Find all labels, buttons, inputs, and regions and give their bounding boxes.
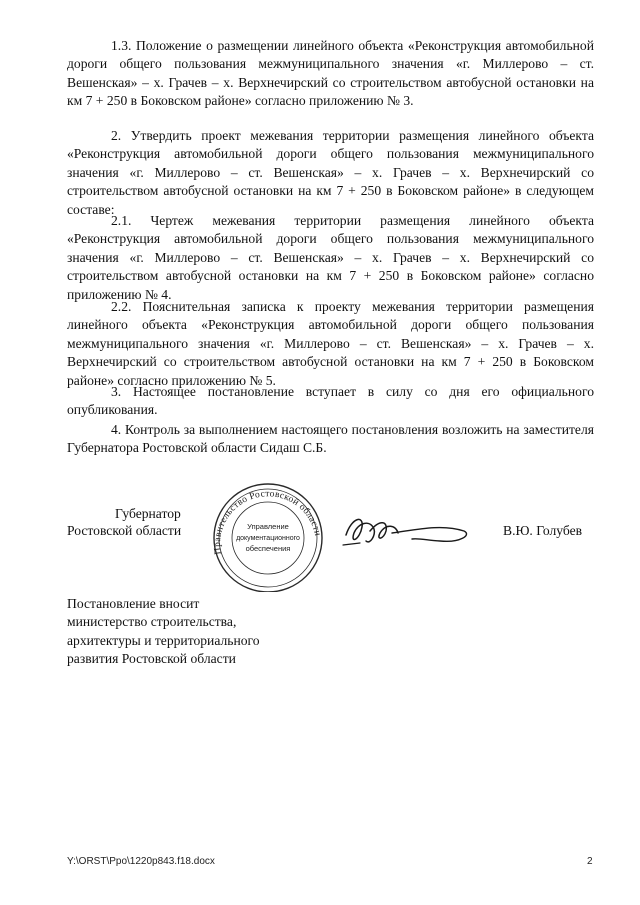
- signatory-title-line2: Ростовской области: [67, 523, 182, 538]
- paragraph-3: 3. Настоящее постановление вступает в силу со дня его официального опубликования.: [67, 384, 594, 418]
- paragraph-1-3: 1.3. Положение о размещении линейного объекта «Реконструкция автомобильной дороги общего пользования межмуниципального значения «г. Миллерово – ст. Вешенская» – х. Грачев – х. Верхнечирский со строительством автобусной остановки на км 7 + 250 в Боковском районе» согласно приложению № 3.: [67, 38, 594, 109]
- footer-page-number: 2: [587, 856, 593, 867]
- handwritten-signature: [340, 505, 475, 555]
- seal-center-line3: обеспечения: [245, 544, 291, 553]
- note-line1: Постановление вносит: [67, 596, 200, 611]
- submitter-note: [67, 595, 327, 669]
- paragraph-2-1: 2.1. Чертеж межевания территории размещения линейного объекта «Реконструкция автомобильной дороги общего пользования межмуниципального значения «г. Миллерово – ст. Вешенская» – х. Грачев – х. Верхнечирский со строительством автобусной остановки на км 7 + 250 в Боковском районе» согласно приложению № 4.: [67, 213, 594, 302]
- paragraph-2-2: 2.2. Пояснительная записка к проекту межевания территории размещения линейного объекта «Реконструкция автомобильной дороги общего пользования межмуниципального значения «г. Миллерово – ст. Вешенская» – х. Грачев – х. Верхнечирский со строительством автобусной остановки на км 7 + 250 в Боковском районе» согласно приложению № 5.: [67, 299, 594, 388]
- official-seal-stamp: [203, 480, 333, 592]
- paragraph-2: 2. Утвердить проект межевания территории размещения линейного объекта «Реконструкция автомобильной дороги общего пользования межмуниципального значения «г. Миллерово – ст. Вешенская» – х. Грачев – х. Верхнечирский со строительством автобусной остановки на км 7 + 250 в Боковском районе» в следующем составе:: [67, 128, 594, 217]
- signatory-title-line1: Губернатор: [115, 506, 181, 521]
- note-line2: министерство строительства,: [67, 614, 237, 630]
- footer-file-path: Y:\ORST\Ppo\1220p843.f18.docx: [67, 856, 215, 867]
- paragraph-4: 4. Контроль за выполнением настоящего постановления возложить на заместителя Губернатора Ростовской области Сидаш С.Б.: [67, 422, 594, 456]
- note-line4: развития Ростовской области: [67, 651, 236, 667]
- signatory-name: В.Ю. Голубев: [503, 523, 583, 538]
- seal-center-line2: документационного: [236, 535, 300, 542]
- note-line3: архитектуры и территориального: [67, 632, 260, 648]
- seal-ring-text: Правительство Ростовской области: [212, 489, 323, 556]
- seal-center-line1: Управление: [247, 522, 289, 531]
